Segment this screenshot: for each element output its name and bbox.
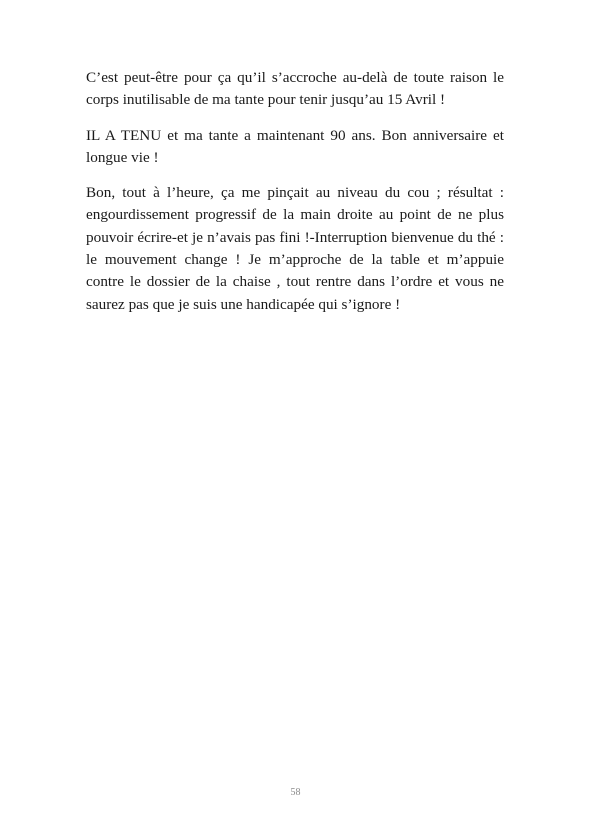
page-number: 58 [290, 787, 301, 798]
paragraph-2: IL A TENU et ma tante a maintenant 90 ans. Bon anniversaire et longue vie ! [86, 126, 504, 166]
body-text [86, 67, 504, 329]
paragraph-3: Bon, tout à l’heure, ça me pinçait au niveau du cou ; résultat : engourdissement progressif de la main droite au point de ne plus pouvoir écrire-et je n’avais pas fini !-Interruption bienvenue du thé : le mouvement change ! Je m’approche de la table et m’appuie contre le dossier de la chaise , tout rentre dans l’ordre et vous ne saurez pas que je suis une handicapée qui s’ignore ! [86, 184, 504, 313]
paragraph-1: C’est peut-être pour ça qu’il s’accroche au-delà de toute raison le corps inutilisable de ma tante pour tenir jusqu’au 15 Avril ! [86, 69, 504, 109]
